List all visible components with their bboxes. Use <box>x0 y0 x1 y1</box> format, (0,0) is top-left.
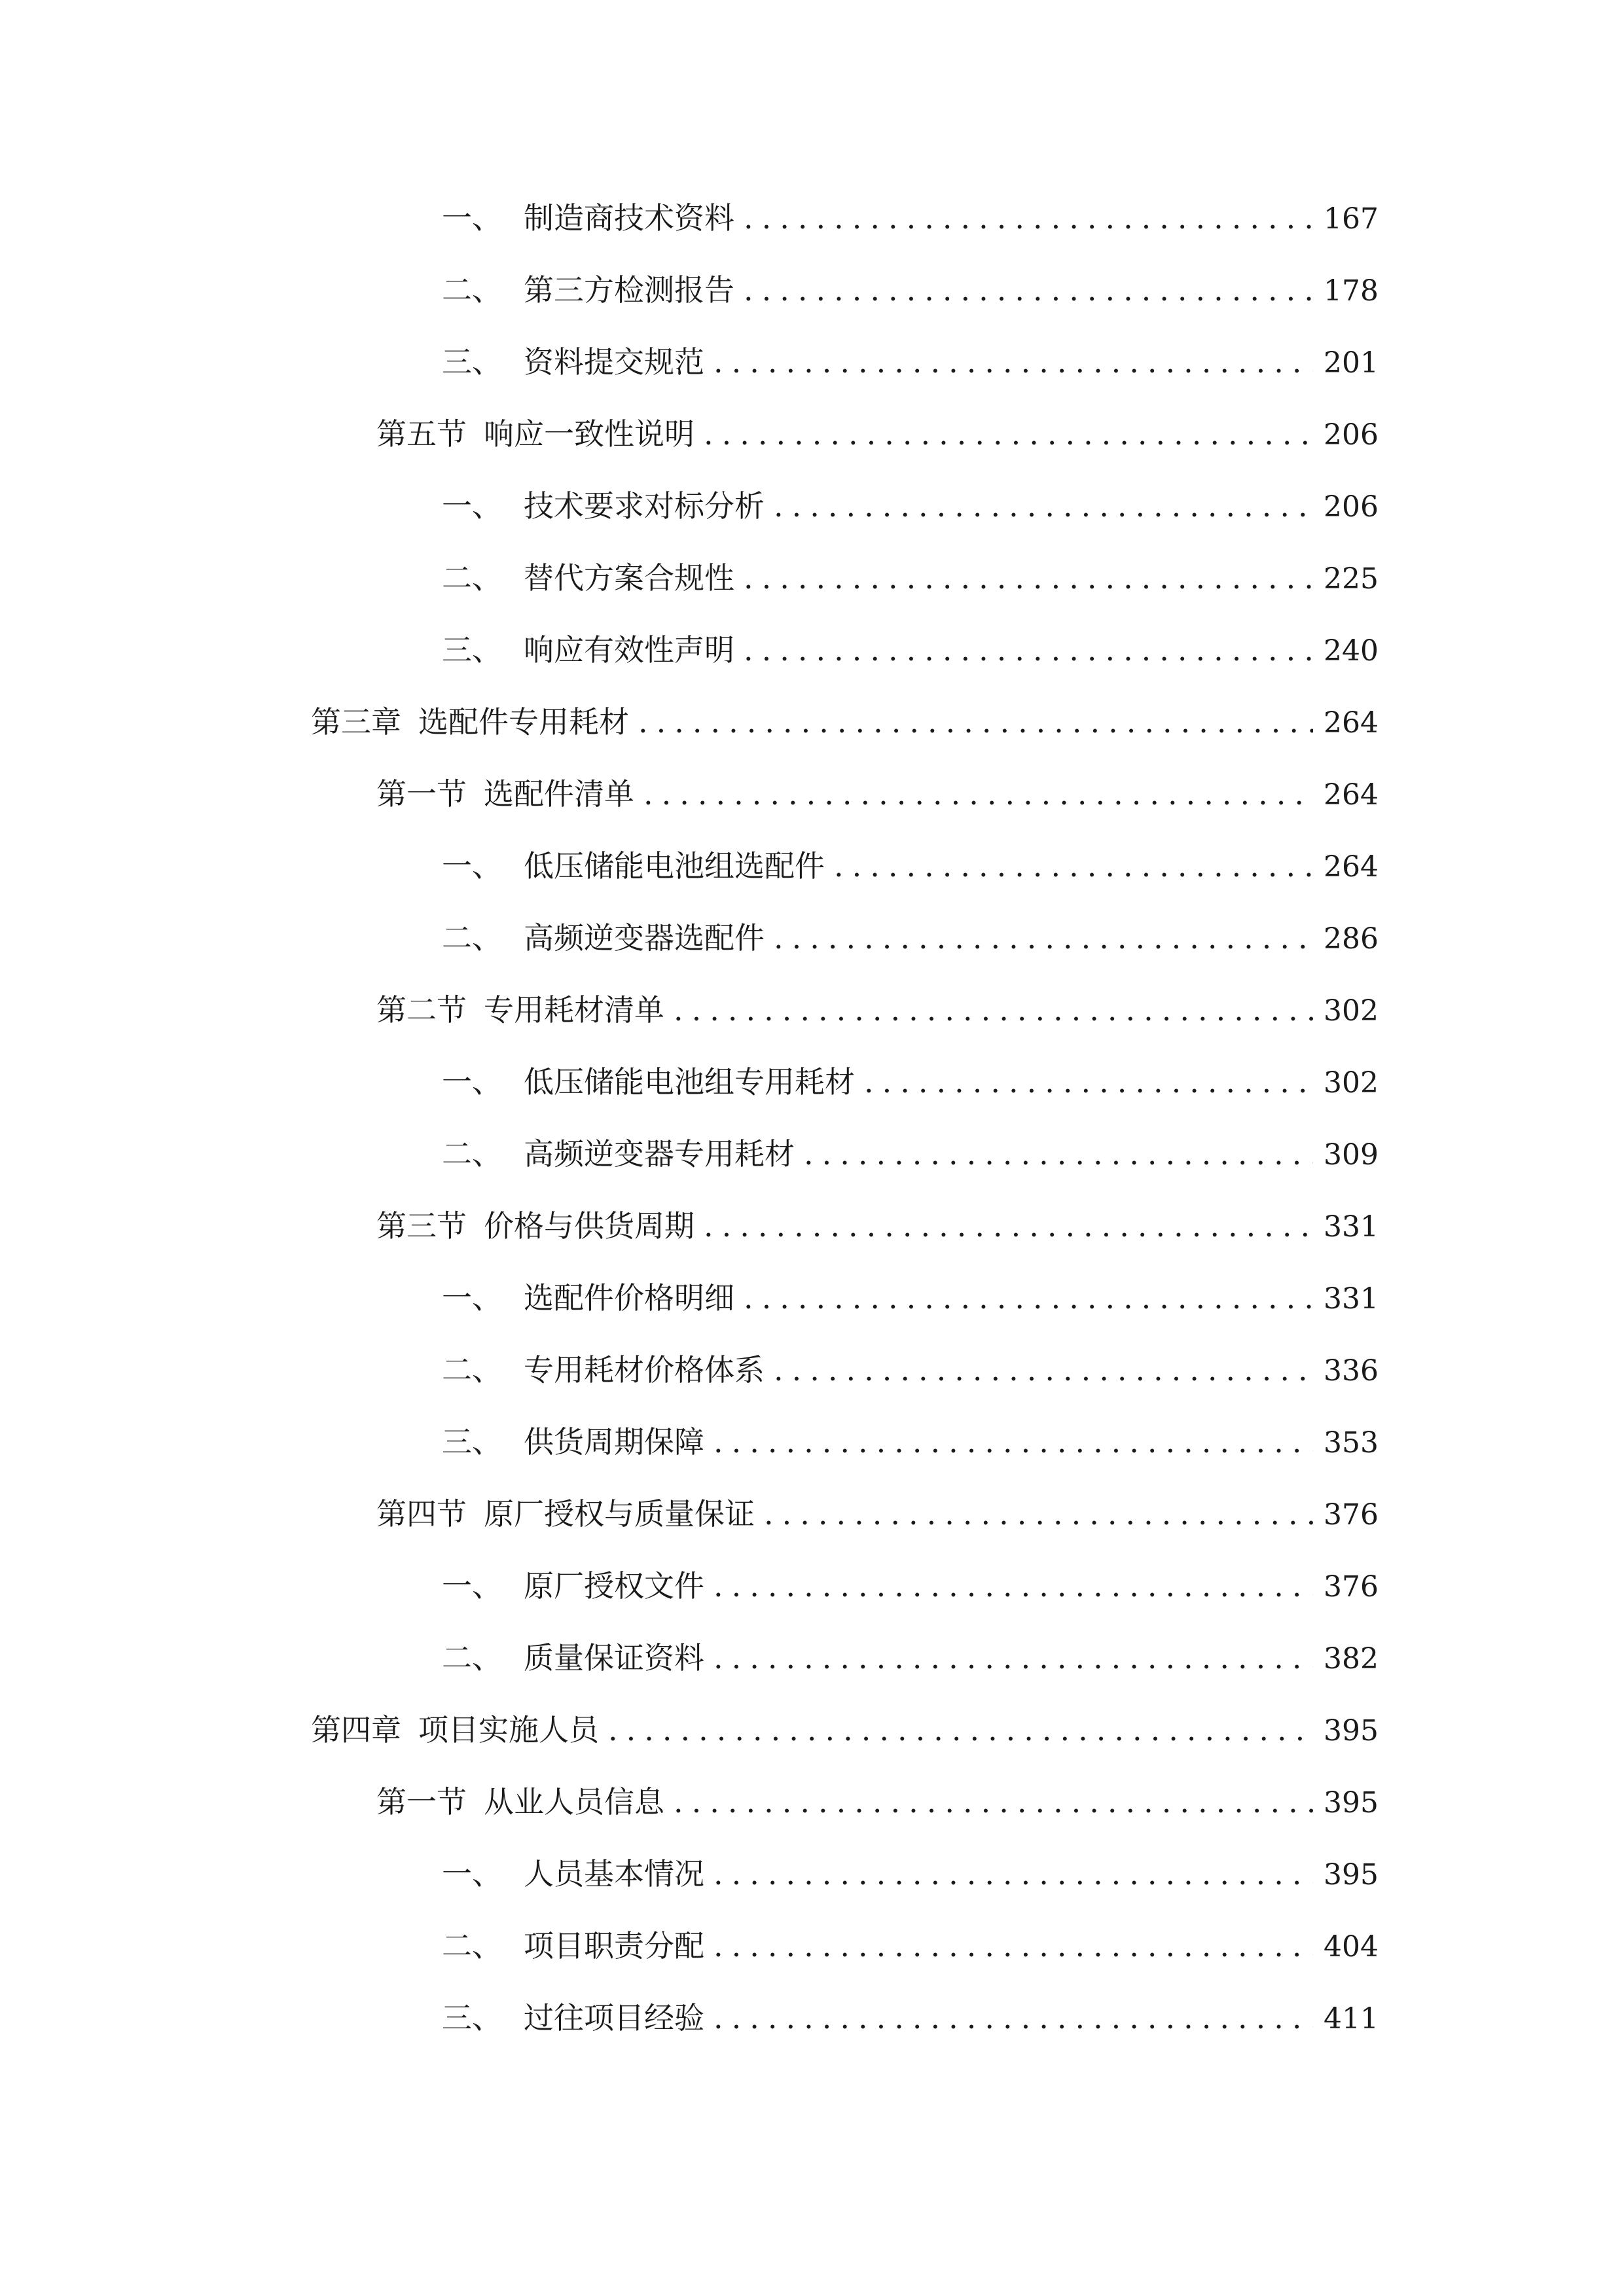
toc-entry-page-number: 264 <box>1324 706 1379 740</box>
toc-dot-leader <box>704 1200 1313 1252</box>
toc-dot-leader <box>744 264 1313 316</box>
toc-dot-leader <box>674 1776 1313 1828</box>
toc-entry-prefix: 第二节 <box>376 992 467 1028</box>
toc-entry-prefix: 第三章 <box>311 704 401 740</box>
toc-entry-title: 专用耗材清单 <box>484 992 664 1028</box>
toc-dot-leader <box>774 912 1313 964</box>
toc-entry[interactable] <box>442 1992 1379 2044</box>
toc-entry-title: 质量保证资料 <box>524 1640 704 1676</box>
toc-entry-title: 选配件价格明细 <box>524 1280 734 1316</box>
toc-entry[interactable] <box>442 912 1379 964</box>
toc-entry-prefix: 三、 <box>442 632 502 668</box>
toc-entry-title: 选配件专用耗材 <box>418 704 629 740</box>
toc-entry-page-number: 264 <box>1324 778 1379 812</box>
toc-entry[interactable] <box>442 1920 1379 1972</box>
toc-dot-leader <box>774 1344 1313 1396</box>
toc-entry-title: 高频逆变器选配件 <box>524 920 765 956</box>
toc-entry-title: 从业人员信息 <box>484 1784 664 1820</box>
toc-entry-page-number: 302 <box>1324 1066 1379 1100</box>
toc-entry[interactable] <box>442 624 1379 676</box>
toc-entry-title: 过往项目经验 <box>524 2000 704 2036</box>
toc-entry-prefix: 二、 <box>442 920 502 956</box>
toc-entry-prefix: 一、 <box>442 200 502 236</box>
toc-entry-prefix: 第一节 <box>376 776 467 812</box>
toc-entry-title: 原厂授权与质量保证 <box>484 1496 755 1532</box>
toc-dot-leader <box>608 1704 1313 1756</box>
toc-entry-title: 响应有效性声明 <box>524 632 734 668</box>
toc-entry-prefix: 三、 <box>442 2000 502 2036</box>
toc-entry[interactable] <box>376 984 1379 1036</box>
toc-entry[interactable] <box>442 1416 1379 1468</box>
toc-entry[interactable] <box>376 1488 1379 1540</box>
toc-entry-prefix: 二、 <box>442 1928 502 1964</box>
toc-entry-prefix: 第四节 <box>376 1496 467 1532</box>
toc-entry-page-number: 225 <box>1324 562 1379 596</box>
toc-entry-page-number: 264 <box>1324 850 1379 884</box>
toc-entry-title: 技术要求对标分析 <box>524 488 765 524</box>
toc-dot-leader <box>713 1920 1313 1972</box>
toc-entry-title: 高频逆变器专用耗材 <box>524 1136 795 1172</box>
toc-entry[interactable] <box>311 696 1379 748</box>
toc-dot-leader <box>713 1560 1313 1612</box>
toc-entry-prefix: 二、 <box>442 272 502 308</box>
toc-dot-leader <box>804 1128 1313 1180</box>
toc-entry[interactable] <box>442 1848 1379 1900</box>
toc-entry-title: 制造商技术资料 <box>524 200 734 236</box>
toc-entry-title: 人员基本情况 <box>524 1856 704 1892</box>
toc-entry-page-number: 411 <box>1324 2002 1379 2036</box>
toc-entry[interactable] <box>442 1344 1379 1396</box>
toc-entry-page-number: 286 <box>1324 922 1379 956</box>
toc-entry-title: 价格与供货周期 <box>484 1208 695 1244</box>
toc-entry[interactable] <box>442 480 1379 532</box>
toc-entry-prefix: 一、 <box>442 488 502 524</box>
toc-entry-prefix: 第三节 <box>376 1208 467 1244</box>
toc-entry-page-number: 331 <box>1324 1282 1379 1316</box>
toc-entry-page-number: 201 <box>1324 346 1379 380</box>
toc-entry[interactable] <box>442 1560 1379 1612</box>
toc-entry[interactable] <box>442 264 1379 316</box>
toc-entry-title: 响应一致性说明 <box>484 416 695 452</box>
toc-entry-title: 项目职责分配 <box>524 1928 704 1964</box>
toc-entry[interactable] <box>376 1776 1379 1828</box>
toc-dot-leader <box>713 1632 1313 1684</box>
toc-entry-page-number: 382 <box>1324 1642 1379 1676</box>
toc-dot-leader <box>744 192 1313 244</box>
toc-entry-page-number: 395 <box>1324 1714 1379 1748</box>
toc-entry-page-number: 309 <box>1324 1138 1379 1172</box>
toc-entry-prefix: 第五节 <box>376 416 467 452</box>
toc-entry-page-number: 302 <box>1324 994 1379 1028</box>
toc-entry-page-number: 376 <box>1324 1570 1379 1604</box>
toc-entry-prefix: 三、 <box>442 344 502 380</box>
toc-entry-page-number: 395 <box>1324 1786 1379 1820</box>
toc-dot-leader <box>744 1272 1313 1324</box>
toc-entry-page-number: 331 <box>1324 1210 1379 1244</box>
toc-entry[interactable] <box>442 1128 1379 1180</box>
toc-entry[interactable] <box>442 192 1379 244</box>
toc-entry-prefix: 二、 <box>442 1136 502 1172</box>
toc-entry-prefix: 一、 <box>442 848 502 884</box>
toc-dot-leader <box>744 624 1313 676</box>
toc-entry-title: 供货周期保障 <box>524 1424 704 1460</box>
toc-entry[interactable] <box>311 1704 1379 1756</box>
toc-entry[interactable] <box>442 552 1379 604</box>
toc-entry-page-number: 376 <box>1324 1498 1379 1532</box>
toc-entry-page-number: 240 <box>1324 634 1379 668</box>
toc-entry-title: 低压储能电池组选配件 <box>524 848 825 884</box>
toc-entry[interactable] <box>442 840 1379 892</box>
toc-dot-leader <box>774 480 1313 532</box>
toc-entry[interactable] <box>376 1200 1379 1252</box>
toc-entry-prefix: 一、 <box>442 1856 502 1892</box>
toc-entry-page-number: 167 <box>1324 202 1379 236</box>
toc-entry-title: 专用耗材价格体系 <box>524 1352 765 1388</box>
toc-entry-prefix: 二、 <box>442 560 502 596</box>
toc-dot-leader <box>764 1488 1313 1540</box>
toc-entry-page-number: 336 <box>1324 1354 1379 1388</box>
toc-entry-prefix: 一、 <box>442 1568 502 1604</box>
toc-entry-prefix: 一、 <box>442 1280 502 1316</box>
toc-entry-title: 选配件清单 <box>484 776 634 812</box>
toc-entry[interactable] <box>376 408 1379 460</box>
toc-dot-leader <box>643 768 1313 820</box>
toc-entry-title: 资料提交规范 <box>524 344 704 380</box>
toc-dot-leader <box>704 408 1313 460</box>
toc-entry-title: 项目实施人员 <box>418 1712 599 1748</box>
toc-entry-title: 低压储能电池组专用耗材 <box>524 1064 855 1100</box>
toc-entry-prefix: 二、 <box>442 1352 502 1388</box>
toc-entry-prefix: 第四章 <box>311 1712 401 1748</box>
toc-entry-title: 替代方案合规性 <box>524 560 734 596</box>
toc-entry[interactable] <box>442 1272 1379 1324</box>
toc-entry-prefix: 二、 <box>442 1640 502 1676</box>
toc-dot-leader <box>713 336 1313 388</box>
toc-entry[interactable] <box>442 336 1379 388</box>
toc-entry-page-number: 206 <box>1324 490 1379 524</box>
toc-entry-page-number: 206 <box>1324 418 1379 452</box>
toc-entry[interactable] <box>442 1632 1379 1684</box>
toc-dot-leader <box>713 1848 1313 1900</box>
toc-dot-leader <box>834 840 1313 892</box>
toc-entry-page-number: 404 <box>1324 1930 1379 1964</box>
toc-entry-prefix: 一、 <box>442 1064 502 1100</box>
toc-dot-leader <box>638 696 1313 748</box>
toc-entry-page-number: 395 <box>1324 1858 1379 1892</box>
toc-entry-title: 原厂授权文件 <box>524 1568 704 1604</box>
toc-entry[interactable] <box>376 768 1379 820</box>
toc-entry-prefix: 第一节 <box>376 1784 467 1820</box>
toc-entry-prefix: 三、 <box>442 1424 502 1460</box>
toc-dot-leader <box>713 1416 1313 1468</box>
toc-entry-title: 第三方检测报告 <box>524 272 734 308</box>
toc-dot-leader <box>713 1992 1313 2044</box>
toc-dot-leader <box>864 1056 1313 1108</box>
toc-entry[interactable] <box>442 1056 1379 1108</box>
toc-dot-leader <box>674 984 1313 1036</box>
toc-entry-page-number: 353 <box>1324 1426 1379 1460</box>
toc-entry-page-number: 178 <box>1324 274 1379 308</box>
toc-dot-leader <box>744 552 1313 604</box>
